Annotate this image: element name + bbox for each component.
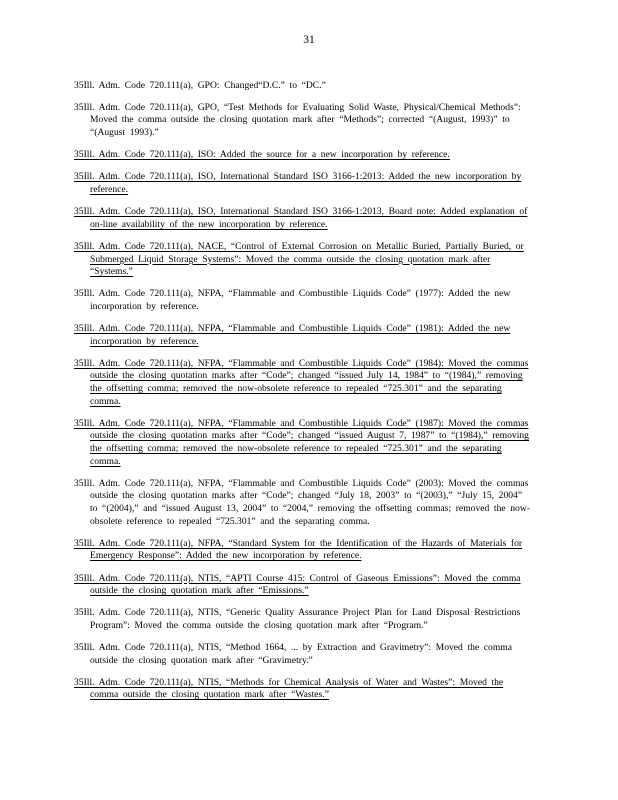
- list-item: 35Ill. Adm. Code 720.111(a), NFPA, “Flammable and Combustible Liquids Code” (1981): Added the new incorporation by reference.: [74, 323, 511, 347]
- list-item: 35Ill. Adm. Code 720.111(a), NACE, “Control of External Corrosion on Metallic Buried, Partially Buried, or Submerged Liquid Storage Systems”: Moved the comma outside the closing quotation mark after “Systems.”: [74, 240, 524, 278]
- list-item: 35Ill. Adm. Code 720.111(a), NFPA, “Standard System for the Identification of the Hazards of Materials for Emergency Response”: Added the new incorporation by reference.: [74, 537, 523, 562]
- list-item: 35Ill. Adm. Code 720.111(a), NFPA, “Flammable and Combustible Liquids Code” (1987): Moved the commas outside the closing quotation marks after “Code”; changed “issued August 7, 1987” to “(1984),” removing the offsetting comma; removed the now-obsolete reference to repealed “725.301” and the separating comma.: [74, 417, 529, 467]
- list-item: 35Ill. Adm. Code 720.111(a), NTIS, “Generic Quality Assurance Project Plan for Land Disposal Restrictions Program”: Moved the comma outside the closing quotation mark after “Program.”: [74, 607, 521, 631]
- list-item: 35Ill. Adm. Code 720.111(a), NTIS, “Methods for Chemical Analysis of Water and Wastes”: Moved the comma outside the closing quotation mark after “Wastes.”: [74, 676, 504, 701]
- list-item: 35Ill. Adm. Code 720.111(a), NFPA, “Flammable and Combustible Liquids Code” (1984): Moved the commas outside the closing quotation marks after “Code”; changed “issued July 14, 1984” to “(1984),” removing the offsetting comma; removed the now-obsolete reference to repealed “725.301” and the separating comma.: [74, 357, 529, 407]
- list-item: 35Ill. Adm. Code 720.111(a), GPO: Changed“D.C.” to “DC.”: [74, 79, 326, 91]
- amendment-list: [74, 70, 534, 706]
- list-item: 35Ill. Adm. Code 720.111(a), ISO, International Standard ISO 3166-1:2013, Board note: Added explanation of on-line availability of the new incorporation by reference.: [74, 206, 528, 230]
- list-item: 35Ill. Adm. Code 720.111(a), NFPA, “Flammable and Combustible Liquids Code” (1977): Added the new incorporation by reference.: [74, 288, 511, 312]
- list-item: 35Ill. Adm. Code 720.111(a), GPO, “Test Methods for Evaluating Solid Waste, Physical/Chemical Methods”: Moved the comma outside the closing quotation mark after “Methods”; corrected “(August, 1993)” to “(August 1993).”: [74, 101, 521, 138]
- list-item: 35Ill. Adm. Code 720.111(a), ISO, International Standard ISO 3166-1:2013: Added the new incorporation by reference.: [74, 171, 522, 195]
- page-number: 31: [303, 34, 315, 46]
- list-item: 35Ill. Adm. Code 720.111(a), NFPA, “Flammable and Combustible Liquids Code” (2003): Moved the commas outside the closing quotation marks after “Code”; changed “July 18, 2003” to “(2003),” “July 15, 2004” to “(2004),” and “issued August 13, 2004” to “2004,” removing the offsetting commas; removed the now-obsolete reference to repealed “725.301” and the separating comma.: [74, 477, 530, 527]
- list-item: 35Ill. Adm. Code 720.111(a), ISO: Added the source for a new incorporation by reference.: [74, 149, 450, 161]
- list-item: 35Ill. Adm. Code 720.111(a), NTIS, “APTI Course 415: Control of Gaseous Emissions”: Moved the comma outside the closing quotation mark after “Emissions.”: [74, 572, 521, 597]
- list-item: 35Ill. Adm. Code 720.111(a), NTIS, “Method 1664, ... by Extraction and Gravimetry”: Moved the comma outside the closing quotation mark after “Gravimetry.”: [74, 642, 513, 666]
